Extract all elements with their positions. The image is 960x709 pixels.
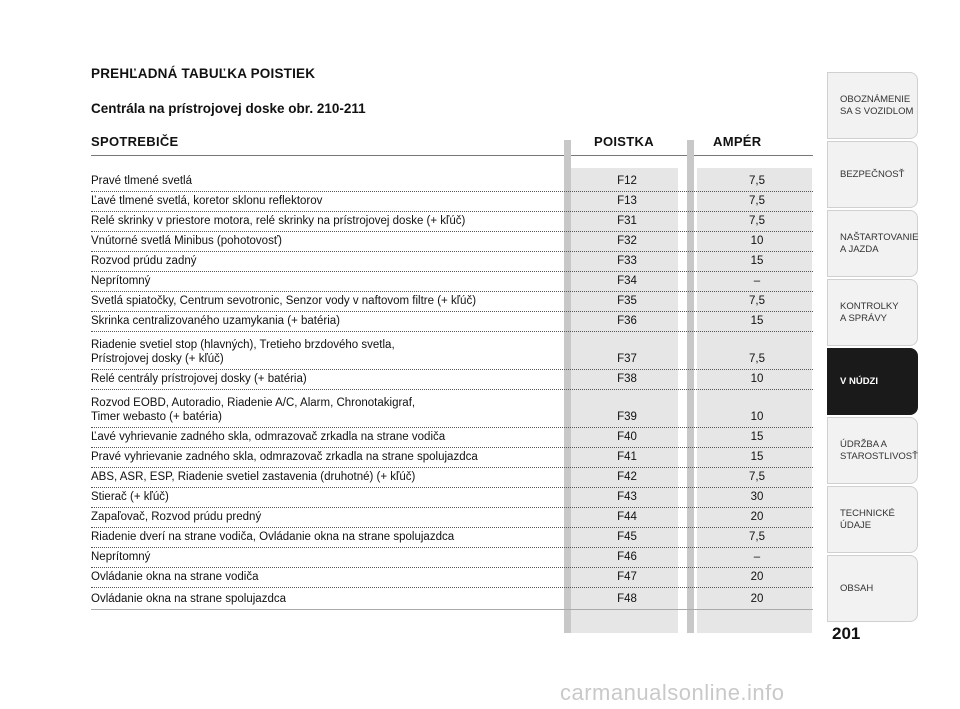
nav-tab[interactable]: [827, 555, 918, 622]
consumer-cell: ABS, ASR, ESP, Riadenie svetiel zastavenia (druhotné) (+ kľúč): [91, 471, 416, 483]
table-row: [91, 192, 813, 212]
table-row: [91, 428, 813, 448]
fuse-cell: F37: [617, 353, 637, 365]
consumer-cell: Rozvod EOBD, Autoradio, Riadenie A/C, Alarm, Chronotakigraf, Timer webasto (+ batéria): [91, 397, 416, 423]
fuse-cell: F12: [617, 175, 637, 187]
fuse-cell: F38: [617, 373, 637, 385]
fuse-cell: F45: [617, 531, 637, 543]
table-row: [91, 548, 813, 568]
amp-cell: –: [753, 275, 761, 287]
fuse-cell: F47: [617, 571, 637, 583]
fuse-cell: F32: [617, 235, 637, 247]
nav-tab[interactable]: [827, 279, 918, 346]
consumer-cell: Ovládanie okna na strane vodiča: [91, 571, 259, 583]
table-row: [91, 370, 813, 390]
amp-cell: 15: [750, 451, 764, 463]
consumer-cell: Riadenie dverí na strane vodiča, Ovládanie okna na strane spolujazdca: [91, 531, 455, 543]
consumer-cell: Svetlá spiatočky, Centrum sevotronic, Senzor vody v naftovom filtre (+ kľúč): [91, 295, 477, 307]
fuse-cell: F41: [617, 451, 637, 463]
amp-cell: 7,5: [749, 175, 765, 187]
column-header-amp: AMPÉR: [713, 134, 762, 149]
nav-tab-label: ÚDRŽBA A STAROSTLIVOSŤ: [840, 438, 918, 462]
fuse-cell: F33: [617, 255, 637, 267]
table-row: [91, 332, 813, 370]
nav-tab-label: OBOZNÁMENIE SA S VOZIDLOM: [840, 93, 914, 117]
fuse-cell: F42: [617, 471, 637, 483]
table-row: [91, 468, 813, 488]
table-row: [91, 292, 813, 312]
nav-tab-label: OBSAH: [840, 582, 874, 594]
nav-tab-label: BEZPEČNOSŤ: [840, 168, 905, 180]
fuse-cell: F40: [617, 431, 637, 443]
table-row: [91, 252, 813, 272]
nav-tab-label: KONTROLKY A SPRÁVY: [840, 300, 899, 324]
table-row: [91, 588, 813, 610]
nav-tab[interactable]: [827, 486, 918, 553]
table-row: [91, 390, 813, 428]
table-row: [91, 508, 813, 528]
fuse-cell: F46: [617, 551, 637, 563]
consumer-cell: Relé centrály prístrojovej dosky (+ batéria): [91, 373, 307, 385]
consumer-cell: Stierač (+ kľúč): [91, 491, 169, 503]
nav-tab[interactable]: [827, 141, 918, 208]
amp-cell: 10: [750, 411, 764, 423]
consumer-cell: Ovládanie okna na strane spolujazdca: [91, 593, 286, 605]
table-row: [91, 212, 813, 232]
nav-tab[interactable]: [827, 210, 918, 277]
consumer-cell: Ľavé tlmené svetlá, koretor sklonu reflektorov: [91, 195, 323, 207]
consumer-cell: Pravé vyhrievanie zadného skla, odmrazovač zrkadla na strane spolujazdca: [91, 451, 478, 463]
table-row: [91, 272, 813, 292]
section-subtitle: Centrála na prístrojovej doske obr. 210-211: [91, 101, 366, 116]
consumer-cell: Relé skrinky v priestore motora, relé skrinky na prístrojovej doske (+ kľúč): [91, 215, 466, 227]
amp-cell: 15: [750, 315, 764, 327]
consumer-cell: Neprítomný: [91, 551, 151, 563]
table-row: [91, 232, 813, 252]
amp-cell: 7,5: [749, 215, 765, 227]
fuse-cell: F35: [617, 295, 637, 307]
nav-tab[interactable]: [827, 417, 918, 484]
amp-cell: 15: [750, 431, 764, 443]
fuse-cell: F43: [617, 491, 637, 503]
nav-tab-label: NAŠTARTOVANIE A JAZDA: [840, 231, 919, 255]
amp-cell: 7,5: [749, 531, 765, 543]
consumer-cell: Zapaľovač, Rozvod prúdu predný: [91, 511, 262, 523]
consumer-cell: Neprítomný: [91, 275, 151, 287]
table-row: [91, 528, 813, 548]
fuse-cell: F39: [617, 411, 637, 423]
consumer-cell: Rozvod prúdu zadný: [91, 255, 197, 267]
table-row: [91, 568, 813, 588]
amp-cell: 30: [750, 491, 764, 503]
fuse-table: [91, 164, 813, 610]
amp-cell: 10: [750, 235, 764, 247]
page-number: 201: [832, 624, 861, 643]
consumer-cell: Vnútorné svetlá Minibus (pohotovosť): [91, 235, 282, 247]
consumer-cell: Ľavé vyhrievanie zadného skla, odmrazovač zrkadla na strane vodiča: [91, 431, 446, 443]
table-row: [91, 312, 813, 332]
amp-cell: –: [753, 551, 761, 563]
nav-tab[interactable]: [827, 72, 918, 139]
amp-cell: 20: [750, 571, 764, 583]
fuse-cell: F36: [617, 315, 637, 327]
consumer-cell: Riadenie svetiel stop (hlavných), Tretieho brzdového svetla, Prístrojovej dosky (+ kľúč): [91, 339, 395, 365]
nav-tab-label: TECHNICKÉ ÚDAJE: [840, 507, 895, 531]
amp-cell: 20: [750, 593, 764, 605]
fuse-cell: F13: [617, 195, 637, 207]
table-row: [91, 164, 813, 192]
consumer-cell: Pravé tlmené svetlá: [91, 175, 192, 187]
amp-cell: 10: [750, 373, 764, 385]
header-rule: [91, 155, 813, 156]
amp-cell: 7,5: [749, 353, 765, 365]
table-row: [91, 488, 813, 508]
nav-tab[interactable]: [827, 348, 918, 415]
chapter-nav: [827, 72, 918, 624]
amp-cell: 7,5: [749, 195, 765, 207]
fuse-cell: F34: [617, 275, 637, 287]
table-row: [91, 448, 813, 468]
nav-tab-label: V NÚDZI: [840, 375, 878, 387]
page-title: PREHĽADNÁ TABUĽKA POISTIEK: [91, 66, 316, 81]
fuse-cell: F48: [617, 593, 637, 605]
amp-cell: 7,5: [749, 295, 765, 307]
column-header-consumer: SPOTREBIČE: [91, 134, 179, 149]
amp-cell: 15: [750, 255, 764, 267]
amp-cell: 20: [750, 511, 764, 523]
consumer-cell: Skrinka centralizovaného uzamykania (+ batéria): [91, 315, 340, 327]
fuse-cell: F31: [617, 215, 637, 227]
watermark: carmanualsonline.info: [560, 680, 785, 705]
column-header-fuse: POISTKA: [594, 134, 654, 149]
amp-cell: 7,5: [749, 471, 765, 483]
fuse-cell: F44: [617, 511, 637, 523]
